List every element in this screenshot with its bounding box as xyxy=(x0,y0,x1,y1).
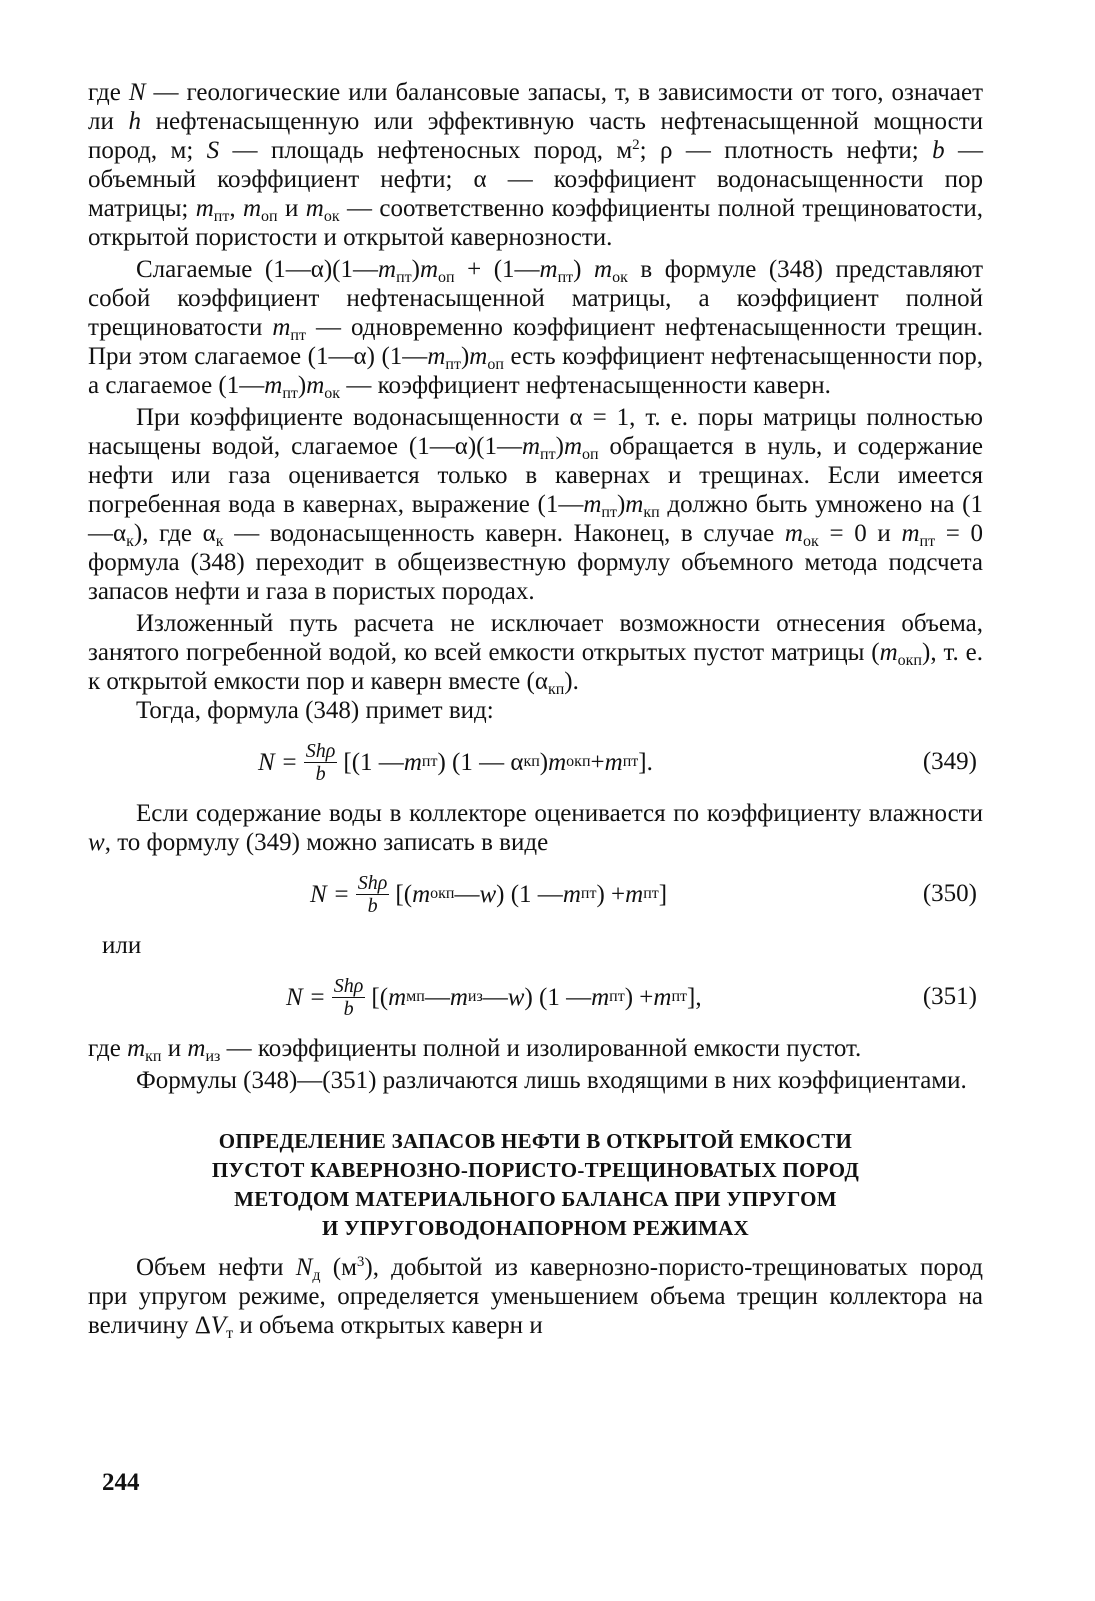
word-or: или xyxy=(102,932,142,959)
page-number: 244 xyxy=(102,1469,140,1496)
paragraph-oil-volume: Объем нефти $N_д$ $(м^3)$, добытой из кавернозно-пористо-трещиноватых пород при упругом режиме, определяется уменьшением объема трещин коллектора на величину $\Delta V_т$ и объема открытых каверн и xyxy=(88,1254,983,1342)
paragraph-where-coefficients: где $m_{кп}$ и $m_{из}$ — коэффициенты полной и изолированной емкости пустот. xyxy=(88,1035,862,1065)
heading-line: ОПРЕДЕЛЕНИЕ ЗАПАСОВ НЕФТИ В ОТКРЫТОЙ ЕМКОСТИ xyxy=(218,1129,853,1153)
paragraph-calculation-path: Изложенный путь расчета не исключает возможности отнесения объема, занятого погребенной водой, ко всей емкости открытых пустот матрицы $(m_{окп})$, т. е. к открытой емкости пор и каверн вместе $(\alpha_{кп})$. xyxy=(88,610,984,698)
paragraph-definitions: где N — геологические или балансовые запасы, т, в зависимости от того, означает ли h нефтенасыщенную или эффективную часть нефтенасыщенной мощности пород, м; S — площадь нефтеносных пород, $м^2$; ρ — плотность нефти; b — объемный коэффициент нефти; α — коэффициент водонасыщенности пор матрицы; $m_{пт}$, $m_{оп}$ и $m_{ок}$ — соответственно коэффициенты полной трещиноватости, открытой пористости и открытой кавернозности. xyxy=(88,79,984,251)
paragraph-formulas-differ: Формулы (348)—(351) различаются лишь входящими в них коэффициентами. xyxy=(136,1067,967,1094)
equation-number: (351) xyxy=(922,983,977,1010)
heading-line: И УПРУГОВОДОНАПОРНОМ РЕЖИМАХ xyxy=(322,1216,749,1240)
paragraph-moisture: Если содержание воды в коллекторе оценивается по коэффициенту влажности w, то формулу (349) можно записать в виде xyxy=(88,800,983,856)
equation-351 xyxy=(88,966,983,1028)
equation-number: (350) xyxy=(922,880,977,907)
fraction: $\frac{\text{Shρ}}{b}$ xyxy=(357,871,388,917)
heading-line: МЕТОДОМ МАТЕРИАЛЬНОГО БАЛАНСА ПРИ УПРУГОМ xyxy=(234,1187,837,1211)
equation-349 xyxy=(88,731,983,793)
fraction: $\frac{\text{Shρ}}{b}$ xyxy=(305,739,336,785)
paragraph-water-saturation: При коэффициенте водонасыщенности α = 1, т. е. поры матрицы полностью насыщены водой, слагаемое $(1—\alpha)(1—m_{пт})m_{оп}$ обращается в нуль, и содержание нефти или газа оценивается только в кавернах и трещинах. Если имеется погребенная вода в кавернах, выражение $(1—m_{пт})m_{кп}$ должно быть умножено на $(1—\alpha_к)$, где $\alpha_к$ — водонасыщенность каверн. Наконец, в случае $m_{ок} = 0$ и $m_{пт} = 0$ формула (348) переходит в общеизвестную формулу объемного метода подсчета запасов нефти и газа в пористых породах. xyxy=(88,404,984,605)
paragraph-summands: Слагаемые $(1—\alpha)(1—m_{пт})m_{оп}$ + $(1—m_{пт})$ $m_{ок}$ в формуле (348) представляют собой коэффициент нефтенасыщенной матрицы, а коэффициент полной трещиноватости $m_{пт}$ — одновременно коэффициент нефтенасыщенности трещин. При этом слагаемое (1—α) $(1—m_{пт})m_{оп}$ есть коэффициент нефтенасыщенности пор, а слагаемое $(1—m_{пт})m_{ок}$ — коэффициент нефтенасыщенности каверн. xyxy=(88,256,983,402)
heading-line: ПУСТОТ КАВЕРНОЗНО-ПОРИСТО-ТРЕЩИНОВАТЫХ ПОРОД xyxy=(211,1158,860,1182)
equation-351-expression: N = $\frac{\text{Shρ}}{b}$ [( m мп — m из — w ) (1 — m пт ) + m пт ], xyxy=(286,974,702,1020)
equation-350 xyxy=(88,863,983,925)
equation-349-expression: N = $\frac{\text{Shρ}}{b}$ [(1 — m пт ) (1 — α кп ) m окп + m пт ]. xyxy=(258,739,653,785)
equation-number: (349) xyxy=(922,748,977,775)
paragraph-then: Тогда, формула (348) примет вид: xyxy=(136,697,494,724)
section-heading xyxy=(88,1127,983,1243)
page-body xyxy=(88,78,983,1340)
fraction: $\frac{\text{Shρ}}{b}$ xyxy=(333,974,364,1020)
equation-350-expression: N = $\frac{\text{Shρ}}{b}$ [( m окп — w ) (1 — m пт ) + m пт ] xyxy=(310,871,668,917)
